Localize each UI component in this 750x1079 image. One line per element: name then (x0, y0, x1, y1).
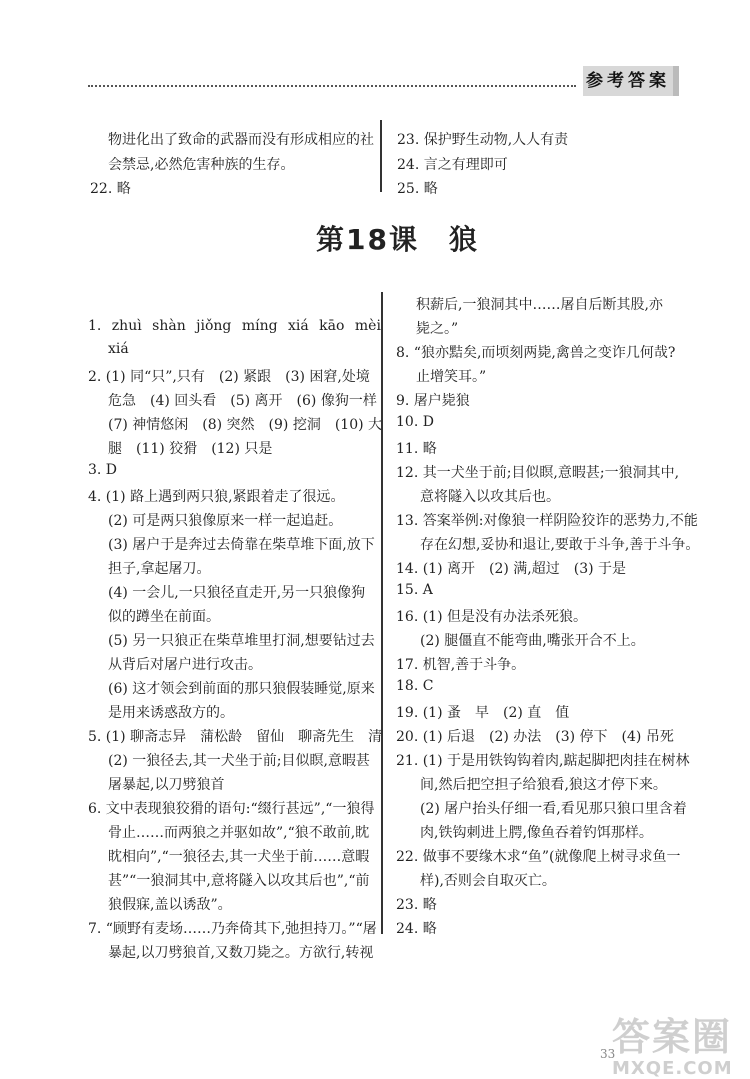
answer-line: 13. 答案举例:对像狼一样阴险狡诈的恶势力,不能 (396, 513, 698, 529)
answer-line: 17. 机智,善于斗争。 (396, 657, 526, 673)
answer-line: 止增笑耳。” (416, 369, 487, 385)
prev-left-line: 会禁忌,必然危害种族的生存。 (108, 157, 295, 173)
prev-left-line: 物进化出了致命的武器而没有形成相应的社 (108, 132, 374, 148)
prev-left-line: 22. 略 (90, 181, 131, 197)
answer-line: (7) 神情悠闲 (8) 突然 (9) 挖洞 (10) 大 (108, 417, 383, 433)
answer-line: xiá (108, 341, 129, 357)
answer-line: 是用来诱惑敌方的。 (108, 705, 234, 721)
answer-key-tag: 参考答案 (583, 66, 679, 96)
answer-line: 10. D (396, 414, 434, 430)
answer-line: 18. C (396, 678, 434, 694)
answer-line: 2. (1) 同“只”,只有 (2) 紧跟 (3) 困窘,处境 (88, 369, 370, 385)
answer-line: 屠暴起,以刀劈狼首 (108, 777, 225, 793)
answer-line: 积薪后,一狼洞其中……屠自后断其股,亦 (416, 297, 663, 313)
answer-line: (4) 一会儿,一只狼径直走开,另一只狼像狗 (108, 585, 366, 601)
answer-line: (5) 另一只狼正在柴草堆里打洞,想要钻过去 (108, 633, 375, 649)
answer-line: 甚”“一狼洞其中,意将隧入以攻其后也”,“前 (108, 873, 370, 889)
answer-line: 9. 屠户毙狼 (396, 393, 470, 409)
prev-right-line: 23. 保护野生动物,人人有责 (397, 132, 569, 148)
answer-line: 24. 略 (396, 921, 437, 937)
answer-line: 危急 (4) 回头看 (5) 离开 (6) 像狗一样 (108, 393, 377, 409)
watermark-url: MXQE.COM (612, 1058, 733, 1079)
answer-line: 间,然后把空担子给狼看,狼这才停下来。 (420, 777, 667, 793)
answer-line: (6) 这才领会到前面的那只狼假装睡觉,原来 (108, 681, 375, 697)
answer-line: 从背后对屠户进行攻击。 (108, 657, 262, 673)
page-number: 33 (600, 1047, 616, 1061)
answer-line: 3. D (88, 462, 118, 478)
answer-line: 暴起,以刀劈狼首,又数刀毙之。方欲行,转视 (108, 945, 374, 961)
answer-line: 眈相向”,“一狼径去,其一犬坐于前……意暇 (108, 849, 370, 865)
answer-line: 样),否则会自取灭亡。 (420, 873, 556, 889)
answer-line: 骨止……而两狼之并驱如故”,“狼不敢前,眈 (108, 825, 370, 841)
answer-line: 19. (1) 蚤 早 (2) 直 值 (396, 705, 570, 721)
answer-line: (3) 屠户于是奔过去倚靠在柴草堆下面,放下 (108, 537, 375, 553)
answer-line: (2) 可是两只狼像原来一样一起追赶。 (108, 513, 343, 529)
answer-line: 11. 略 (396, 441, 437, 457)
answer-line: 狼假寐,盖以诱敌”。 (108, 897, 232, 913)
header-dotted-rule (88, 85, 576, 87)
answer-line: 23. 略 (396, 897, 437, 913)
answer-line: 腿 (11) 狡猾 (12) 只是 (108, 441, 273, 457)
answer-line: 16. (1) 但是没有办法杀死狼。 (396, 609, 587, 625)
lesson-title: 第18课 狼 (316, 223, 479, 256)
answer-line: 15. A (396, 582, 433, 598)
answer-line: 14. (1) 离开 (2) 满,超过 (3) 于是 (396, 561, 627, 577)
answer-line: (2) 屠户抬头仔细一看,看见那只狼口里含着 (420, 801, 687, 817)
answer-line: 肉,铁钩刺进上腭,像鱼吞着钓饵那样。 (420, 825, 653, 841)
answer-line: 8. “狼亦黠矣,而顷刻两毙,禽兽之变诈几何哉? (396, 345, 676, 361)
prev-right-line: 24. 言之有理即可 (397, 157, 508, 173)
answer-line: 意将隧入以攻其后也。 (420, 489, 560, 505)
answer-line: 6. 文中表现狼狡猾的语句:“缀行甚远”,“一狼得 (88, 801, 375, 817)
answer-line: (2) 一狼径去,其一犬坐于前;目似瞑,意暇甚 (108, 753, 370, 769)
answer-line: (2) 腿僵直不能弯曲,嘴张开合不上。 (420, 633, 645, 649)
answer-line: 似的蹲坐在前面。 (108, 609, 220, 625)
answer-line: 20. (1) 后退 (2) 办法 (3) 停下 (4) 吊死 (396, 729, 674, 745)
prev-right-line: 25. 略 (397, 181, 438, 197)
answer-line: 存在幻想,妥协和退让,要敢于斗争,善于斗争。 (420, 537, 700, 553)
answer-line: 21. (1) 于是用铁钩钩着肉,踮起脚把肉挂在树林 (396, 753, 690, 769)
site-watermark (612, 1015, 733, 1079)
answer-line: 12. 其一犬坐于前;目似瞑,意暇甚;一狼洞其中, (396, 465, 680, 481)
watermark-logo-text: 答案圈 (612, 1015, 733, 1059)
answer-line: 1. zhuì shàn jiǒng míng xiá kāo mèi (88, 318, 381, 334)
answer-line: 7. “顾野有麦场……乃奔倚其下,弛担持刀。”“屠 (88, 921, 377, 937)
answer-line: 5. (1) 聊斋志异 蒲松龄 留仙 聊斋先生 清 (88, 729, 383, 745)
answer-line: 担子,拿起屠刀。 (108, 561, 211, 577)
answer-line: 22. 做事不要缘木求“鱼”(就像爬上树寻求鱼一 (396, 849, 681, 865)
main-column-divider (381, 292, 383, 934)
answer-line: 4. (1) 路上遇到两只狼,紧跟着走了很远。 (88, 489, 345, 505)
prev-column-divider (380, 120, 382, 192)
answer-line: 毙之。” (416, 321, 459, 337)
